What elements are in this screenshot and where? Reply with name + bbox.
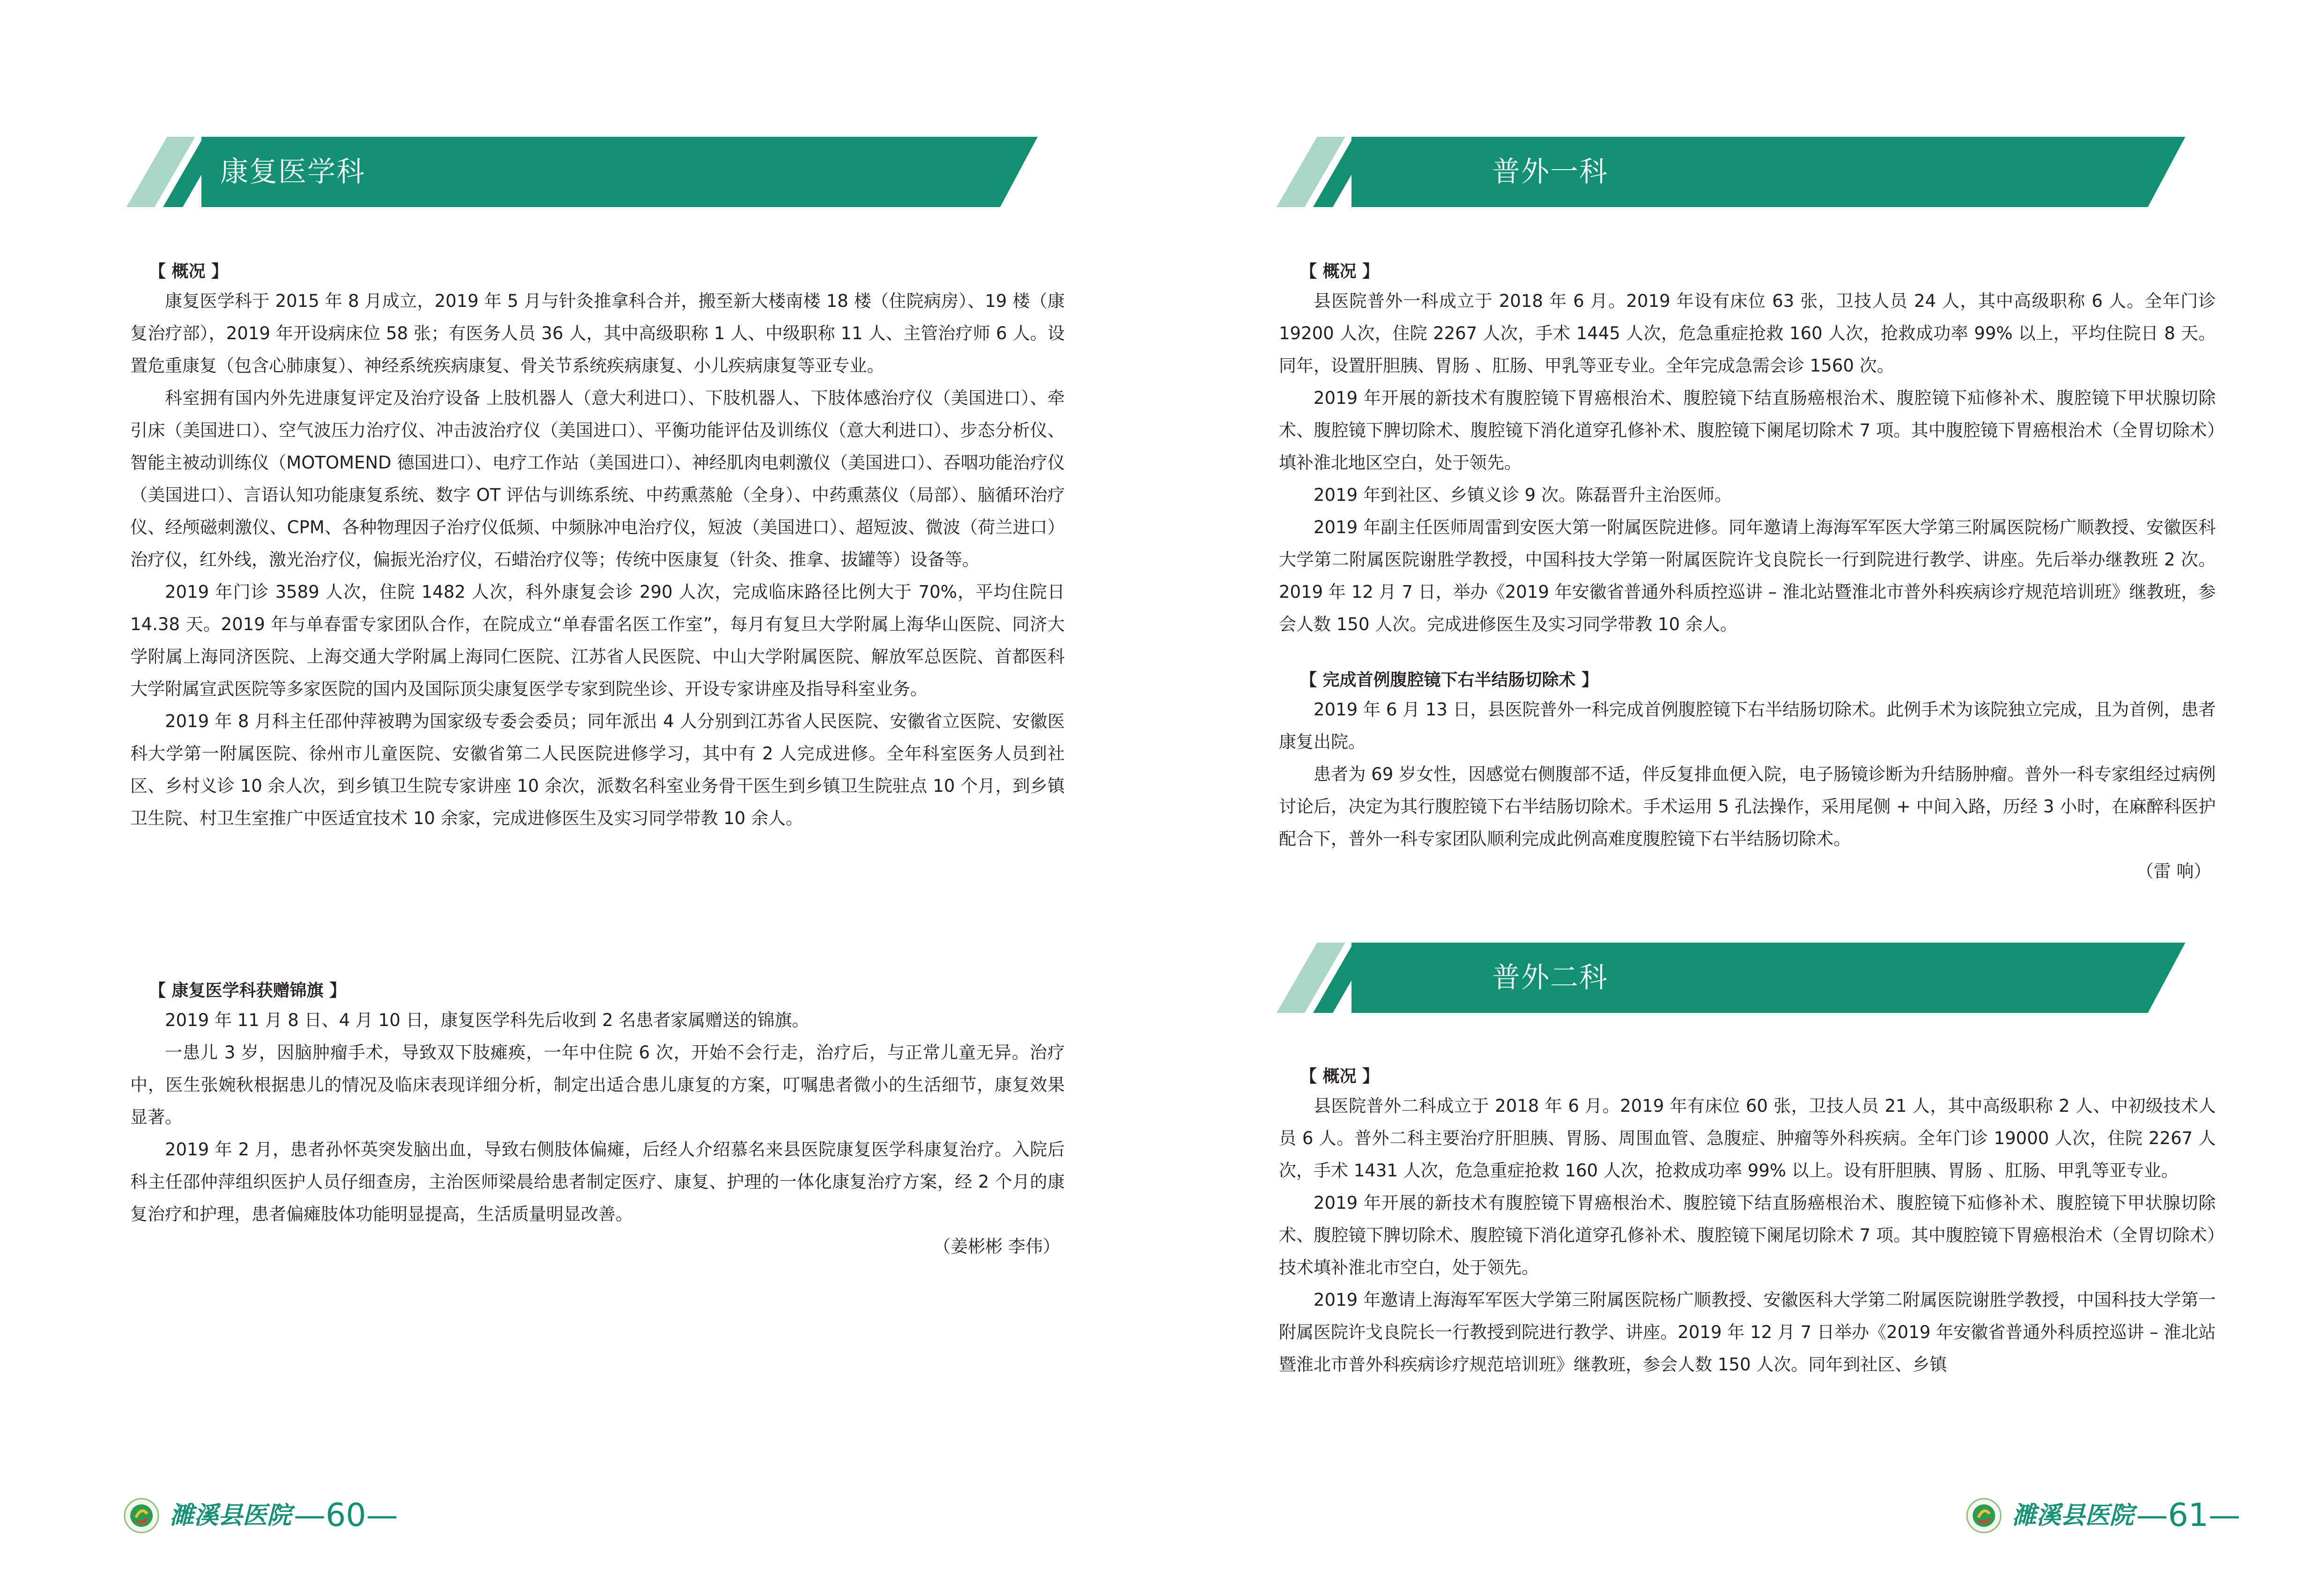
hospital-name: 濉溪县医院 <box>2012 1501 2134 1530</box>
author-credit: （姜彬彬 李伟） <box>933 1236 1060 1257</box>
banner-title: 康复医学科 <box>220 156 365 188</box>
section-heading: 【 概况 】 <box>1300 1067 1380 1086</box>
paragraph: 患者为 69 岁女性，因感觉右侧腹部不适，伴反复排血便入院，电子肠镜诊断为升结肠肿瘤。普外一科专家组经过病例讨论后，决定为其行腹腔镜下右半结肠切除术。手术运用 5 孔法操作，采用尾侧 + 中间入路，历经 3 小时，在麻醉科医护配合下，普外一科专家团队顺利完成此例高难度腹腔镜下右半结肠切除术。 <box>1279 764 2216 849</box>
paragraph: 2019 年 6 月 13 日，县医院普外一科完成首例腹腔镜下右半结肠切除术。此例手术为该院独立完成，且为首例，患者康复出院。 <box>1279 699 2216 752</box>
paragraph: 一患儿 3 岁，因脑肿瘤手术，导致双下肢瘫痪，一年中住院 6 次，开始不会行走，治疗后，与正常儿童无异。治疗中，医生张婉秋根据患儿的情况及临床表现详细分析，制定出适合患儿康复的方案，叮嘱患者微小的生活细节，康复效果显著。 <box>130 1042 1065 1127</box>
section-heading: 【 概况 】 <box>1300 262 1380 281</box>
paragraph: 2019 年开展的新技术有腹腔镜下胃癌根治术、腹腔镜下结直肠癌根治术、腹腔镜下疝修补术、腹腔镜下甲状腺切除术、腹腔镜下脾切除术、腹腔镜下消化道穿孔修补术、腹腔镜下阑尾切除术 7 项。其中腹腔镜下胃癌根治术（全胃切除术）填补淮北地区空白，处于领先。 <box>1279 388 2216 473</box>
banner-title: 普外一科 <box>1492 156 1608 188</box>
section-body <box>1279 693 2216 887</box>
page-footer <box>123 1497 451 1539</box>
section-heading: 【 概况 】 <box>149 262 229 281</box>
section-body <box>1279 285 2216 640</box>
author-credit: （雷 响） <box>2136 861 2211 881</box>
right-page <box>1162 0 2324 1577</box>
hospital-logo-icon <box>123 1497 160 1534</box>
page-number: —60— <box>294 1497 398 1534</box>
paragraph: 2019 年 11 月 8 日、4 月 10 日，康复医学科先后收到 2 名患者家属赠送的锦旗。 <box>165 1010 809 1030</box>
hospital-logo-icon <box>1965 1497 2003 1534</box>
section-body <box>130 1004 1065 1263</box>
section-banner-general-surgery-1 <box>1277 137 2185 207</box>
section-banner-general-surgery-2 <box>1277 943 2185 1013</box>
paragraph: 2019 年 2 月，患者孙怀英突发脑出血，导致右侧肢体偏瘫，后经人介绍慕名来县医院康复医学科康复治疗。入院后科主任邵仲萍组织医护人员仔细查房，主治医师梁晨给患者制定医疗、康复、护理的一体化康复治疗方案，经 2 个月的康复治疗和护理，患者偏瘫肢体功能明显提高，生活质量明显改善。 <box>130 1139 1065 1224</box>
section-heading: 【 完成首例腹腔镜下右半结肠切除术 】 <box>1300 670 1599 690</box>
section-body <box>130 285 1065 834</box>
paragraph: 2019 年邀请上海海军军医大学第三附属医院杨广顺教授、安徽医科大学第二附属医院谢胜学教授，中国科技大学第一附属医院许戈良院长一行教授到院进行教学、讲座。2019 年 12 月 7 日举办《2019 年安徽省普通外科质控巡讲 – 淮北站暨淮北市普外科疾病诊疗规范培训班》继教班，参会人数 150 人次。同年到社区、乡镇 <box>1279 1290 2216 1375</box>
section-banner-rehab <box>126 137 1038 207</box>
paragraph: 2019 年门诊 3589 人次，住院 1482 人次，科外康复会诊 290 人次，完成临床路径比例大于 70%，平均住院日 14.38 天。2019 年与单春雷专家团队合作，在院成立“单春雷名医工作室”，每月有复旦大学附属上海华山医院、同济大学附属上海同济医院、上海交通大学附属上海同仁医院、江苏省人民医院、中山大学附属医院、解放军总医院、首都医科大学附属宣武医院等多家医院的国内及国际顶尖康复医学专家到院坐诊、开设专家讲座及指导科室业务。 <box>130 582 1065 699</box>
paragraph: 2019 年副主任医师周雷到安医大第一附属医院进修。同年邀请上海海军军医大学第三附属医院杨广顺教授、安徽医科大学第二附属医院谢胜学教授，中国科技大学第一附属医院许戈良院长一行到院进行教学、讲座。先后举办继教班 2 次。2019 年 12 月 7 日，举办《2019 年安徽省普通外科质控巡讲 – 淮北站暨淮北市普外科疾病诊疗规范培训班》继教班，参会人数 150 人次。完成进修医生及实习同学带教 10 余人。 <box>1279 517 2216 634</box>
paragraph: 2019 年到社区、乡镇义诊 9 次。陈磊晋升主治医师。 <box>1314 485 1732 505</box>
page-number: —61— <box>2136 1497 2241 1534</box>
page-footer <box>1965 1497 2293 1539</box>
section-heading: 【 康复医学科获赠锦旗 】 <box>149 981 347 1000</box>
banner-title: 普外二科 <box>1492 961 1608 994</box>
paragraph: 县医院普外一科成立于 2018 年 6 月。2019 年设有床位 63 张，卫技人员 24 人，其中高级职称 6 人。全年门诊 19200 人次，住院 2267 人次，手术 1445 人次，危急重症抢救 160 人次，抢救成功率 99% 以上，平均住院日 8 天。同年，设置肝胆胰、胃肠 、肛肠、甲乳等亚专业。全年完成急需会诊 1560 次。 <box>1279 291 2216 376</box>
section-body <box>1279 1090 2216 1381</box>
paragraph: 2019 年开展的新技术有腹腔镜下胃癌根治术、腹腔镜下结直肠癌根治术、腹腔镜下疝修补术、腹腔镜下甲状腺切除术、腹腔镜下脾切除术、腹腔镜下消化道穿孔修补术、腹腔镜下阑尾切除术 7 项。其中腹腔镜下胃癌根治术（全胃切除术）技术填补淮北市空白，处于领先。 <box>1279 1193 2216 1278</box>
banner-bar <box>1351 943 2185 1013</box>
paragraph: 县医院普外二科成立于 2018 年 6 月。2019 年有床位 60 张，卫技人员 21 人，其中高级职称 2 人、中初级技术人员 6 人。普外二科主要治疗肝胆胰、胃肠、周围血管、急腹症、肿瘤等外科疾病。全年门诊 19000 人次，住院 2267 人次，手术 1431 人次，危急重症抢救 160 人次，抢救成功率 99% 以上。设有肝胆胰、胃肠 、肛肠、甲乳等亚专业。 <box>1279 1096 2216 1181</box>
paragraph: 科室拥有国内外先进康复评定及治疗设备 上肢机器人（意大利进口）、下肢机器人、下肢体感治疗仪（美国进口）、牵引床（美国进口）、空气波压力治疗仪、冲击波治疗仪（美国进口）、平衡功能评估及训练仪（意大利进口）、步态分析仪、智能主被动训练仪（MOTOMEND 德国进口）、电疗工作站（美国进口）、神经肌肉电刺激仪（美国进口）、吞咽功能治疗仪（美国进口）、言语认知功能康复系统、数字 OT 评估与训练系统、中药熏蒸舱（全身）、中药熏蒸仪（局部）、脑循环治疗仪、经颅磁刺激仪、CPM、各种物理因子治疗仪低频、中频脉冲电治疗仪，短波（美国进口）、超短波、微波（荷兰进口）治疗仪，红外线，激光治疗仪，偏振光治疗仪，石蜡治疗仪等；传统中医康复（针灸、推拿、拔罐等）设备等。 <box>130 388 1065 570</box>
paragraph: 2019 年 8 月科主任邵仲萍被聘为国家级专委会委员；同年派出 4 人分别到江苏省人民医院、安徽省立医院、安徽医科大学第一附属医院、徐州市儿童医院、安徽省第二人民医院进修学习，其中有 2 人完成进修。全年科室医务人员到社区、乡村义诊 10 余人次，到乡镇卫生院专家讲座 10 余次，派数名科室业务骨干医生到乡镇卫生院驻点 10 个月，到乡镇卫生院、村卫生室推广中医适宜技术 10 余家，完成进修医生及实习同学带教 10 余人。 <box>130 711 1065 828</box>
banner-bar <box>1351 137 2185 207</box>
hospital-name: 濉溪县医院 <box>170 1501 292 1530</box>
paragraph: 康复医学科于 2015 年 8 月成立，2019 年 5 月与针灸推拿科合并，搬至新大楼南楼 18 楼（住院病房）、19 楼（康复治疗部），2019 年开设病床位 58 张；有医务人员 36 人，其中高级职称 1 人、中级职称 11 人、主管治疗师 6 人。设置危重康复（包含心肺康复）、神经系统疾病康复、骨关节系统疾病康复、小儿疾病康复等亚专业。 <box>130 291 1065 376</box>
